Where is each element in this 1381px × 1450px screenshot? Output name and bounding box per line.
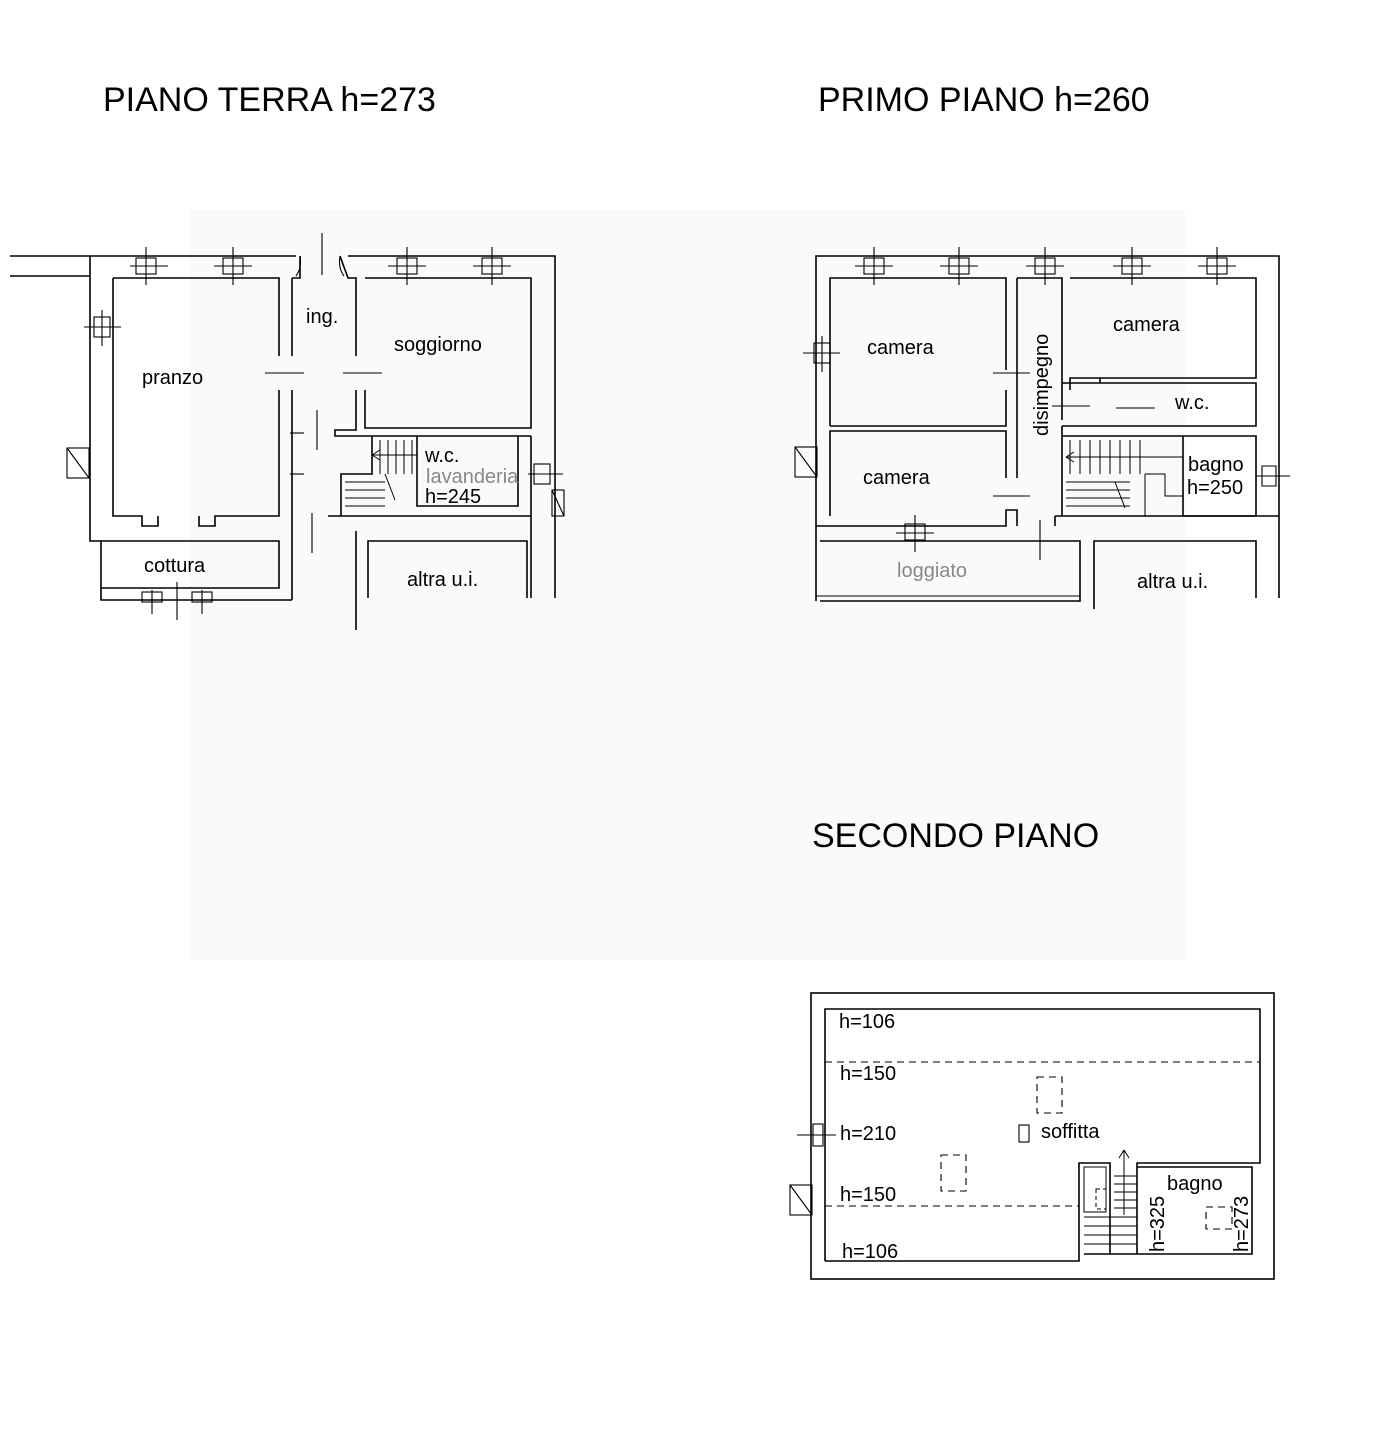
room-label-loggiato: loggiato [897, 560, 968, 582]
height-label-bagno-second: h=273 [1231, 1195, 1253, 1252]
room-label-altra-ground: altra u.i. [407, 569, 479, 591]
room-label-camera-1: camera [867, 337, 934, 359]
second-floor-title: SECONDO PIANO [812, 817, 1100, 855]
room-label-altra-first: altra u.i. [1137, 571, 1209, 593]
room-label-bagno-first: bagno [1188, 454, 1244, 476]
height-label-bagno-first: h=250 [1187, 477, 1244, 499]
room-label-disimpegno: disimpegno [1031, 333, 1053, 436]
height-label-3: h=210 [840, 1123, 897, 1145]
room-label-pranzo: pranzo [142, 367, 204, 389]
room-label-wc-ground: w.c. [425, 445, 460, 467]
height-label-5: h=106 [842, 1241, 899, 1263]
room-label-cottura: cottura [144, 555, 206, 577]
room-label-soggiorno: soggiorno [394, 334, 482, 356]
room-label-bagno-second: bagno [1167, 1173, 1223, 1195]
height-label-stair: h=325 [1147, 1195, 1169, 1252]
height-label-lavanderia: h=245 [425, 486, 482, 508]
height-label-1: h=106 [839, 1011, 896, 1033]
height-label-2: h=150 [840, 1063, 897, 1085]
room-label-camera-2: camera [1113, 314, 1180, 336]
room-label-soffitta: soffitta [1041, 1121, 1100, 1143]
room-label-wc-first: w.c. [1175, 392, 1210, 414]
room-label-lavanderia: lavanderia [426, 466, 519, 488]
room-label-ingresso: ing. [306, 306, 339, 328]
ground-floor-title: PIANO TERRA h=273 [103, 81, 436, 119]
room-label-camera-3: camera [863, 467, 930, 489]
height-label-4: h=150 [840, 1184, 897, 1206]
first-floor-title: PRIMO PIANO h=260 [818, 81, 1150, 119]
